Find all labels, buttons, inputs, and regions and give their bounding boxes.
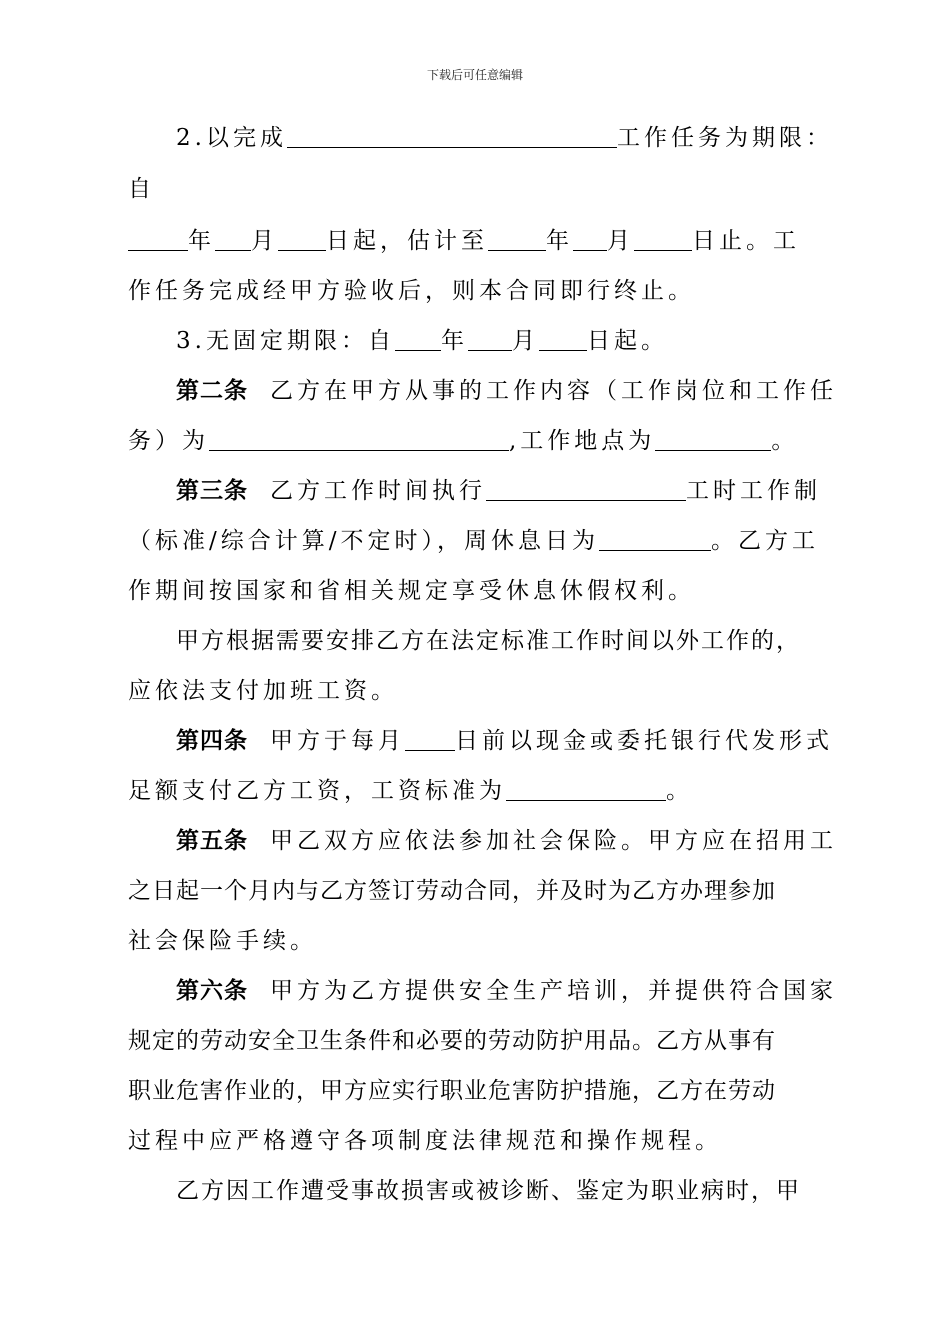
item2-suffix: 工作任务为期限：: [616, 125, 833, 151]
art5-line1: [128, 816, 837, 866]
month2-label: 月: [607, 228, 634, 254]
item2-line2: 自: [128, 176, 155, 202]
item3-day-blank: [539, 324, 587, 351]
end-day-blank: [634, 224, 692, 251]
item3-line: [128, 316, 823, 366]
art6-line2: 规定的劳动安全卫生条件和必要的劳动防护用品。乙方从事有: [128, 1028, 776, 1054]
pay-day-blank: [405, 724, 455, 751]
day-start-label: 日起，估计至: [326, 228, 488, 254]
art4-text2a: 足额支付乙方工资，工资标准为: [128, 778, 506, 804]
contract-body: [128, 112, 837, 1216]
item3-month-blank: [468, 324, 512, 351]
art5-text1: 甲乙双方应依法参加社会保险。甲方应在招用工: [270, 828, 837, 854]
item3-year-blank: [395, 324, 441, 351]
art2-heading: 第二条: [176, 378, 248, 404]
art4-line2: [128, 766, 823, 816]
art2-text2c: 。: [771, 428, 799, 454]
item2-line1: [128, 112, 833, 164]
page-header: 下载后可任意编辑: [426, 68, 523, 82]
art4-text2b: 。: [666, 778, 693, 804]
end-year-blank: [488, 224, 546, 251]
start-month-blank: [215, 224, 251, 251]
art3-text1b: 工时工作制: [686, 478, 821, 504]
art2-text1: 乙方在甲方从事的工作内容（工作岗位和工作任: [270, 378, 837, 404]
art3-p2-line2: 应依法支付加班工资。: [128, 678, 398, 704]
art6-text1: 甲方为乙方提供安全生产培训，并提供符合国家: [270, 978, 837, 1004]
art5-line3: 社会保险手续。: [128, 928, 317, 954]
item3-end-label: 日起。: [586, 328, 668, 354]
work-place-blank: [655, 424, 771, 451]
month-label: 月: [251, 228, 278, 254]
end-label: 日止。工: [692, 228, 800, 254]
wage-standard-blank: [506, 774, 666, 801]
item2-line4: 作任务完成经甲方验收后，则本合同即行终止。: [128, 278, 695, 304]
art2-line2: [128, 416, 823, 466]
item3-month-label: 月: [511, 328, 539, 354]
item3-year-label: 年: [440, 328, 468, 354]
art3-heading: 第三条: [176, 478, 248, 504]
art2-line1: [128, 366, 837, 416]
art3-line2: [128, 516, 823, 566]
art6-line1: [128, 966, 837, 1016]
year-label: 年: [188, 228, 215, 254]
art6-heading: 第六条: [176, 978, 248, 1004]
work-hours-blank: [486, 474, 686, 501]
art4-line1: [128, 716, 833, 766]
job-content-blank: [209, 424, 509, 451]
art3-line3: 作期间按国家和省相关规定享受休息休假权利。: [128, 578, 695, 604]
art3-text2a: （标准/综合计算/不定时），周休息日为: [128, 528, 599, 554]
art5-heading: 第五条: [176, 828, 248, 854]
art3-text1a: 乙方工作时间执行: [270, 478, 486, 504]
art4-text1b: 日前以现金或委托银行代发形式: [455, 728, 833, 754]
art6-p2-line1: 乙方因工作遭受事故损害或被诊断、鉴定为职业病时，甲: [176, 1178, 801, 1204]
art5-line2: 之日起一个月内与乙方签订劳动合同，并及时为乙方办理参加: [128, 878, 776, 904]
art3-text2b: 。乙方工: [711, 528, 819, 554]
art6-line3: 职业危害作业的，甲方应实行职业危害防护措施，乙方在劳动: [128, 1078, 776, 1104]
art4-text1a: 甲方于每月: [270, 728, 405, 754]
art3-line1: [128, 466, 823, 516]
art3-p2-line1: 甲方根据需要安排乙方在法定标准工作时间以外工作的，: [176, 628, 801, 654]
rest-day-blank: [599, 524, 711, 551]
item3-prefix: 3.无固定期限：自: [176, 328, 395, 354]
year2-label: 年: [546, 228, 573, 254]
start-day-blank: [278, 224, 326, 251]
end-month-blank: [573, 224, 607, 251]
art2-text2b: ,工作地点为: [509, 428, 656, 454]
start-year-blank: [128, 224, 188, 251]
item2-prefix: 2.以完成: [176, 125, 287, 151]
art4-heading: 第四条: [176, 728, 248, 754]
art2-text2a: 务）为: [128, 428, 209, 454]
art6-line4: 过程中应严格遵守各项制度法律规范和操作规程。: [128, 1128, 722, 1154]
task-blank: [287, 121, 617, 148]
item2-line3: [128, 216, 823, 266]
